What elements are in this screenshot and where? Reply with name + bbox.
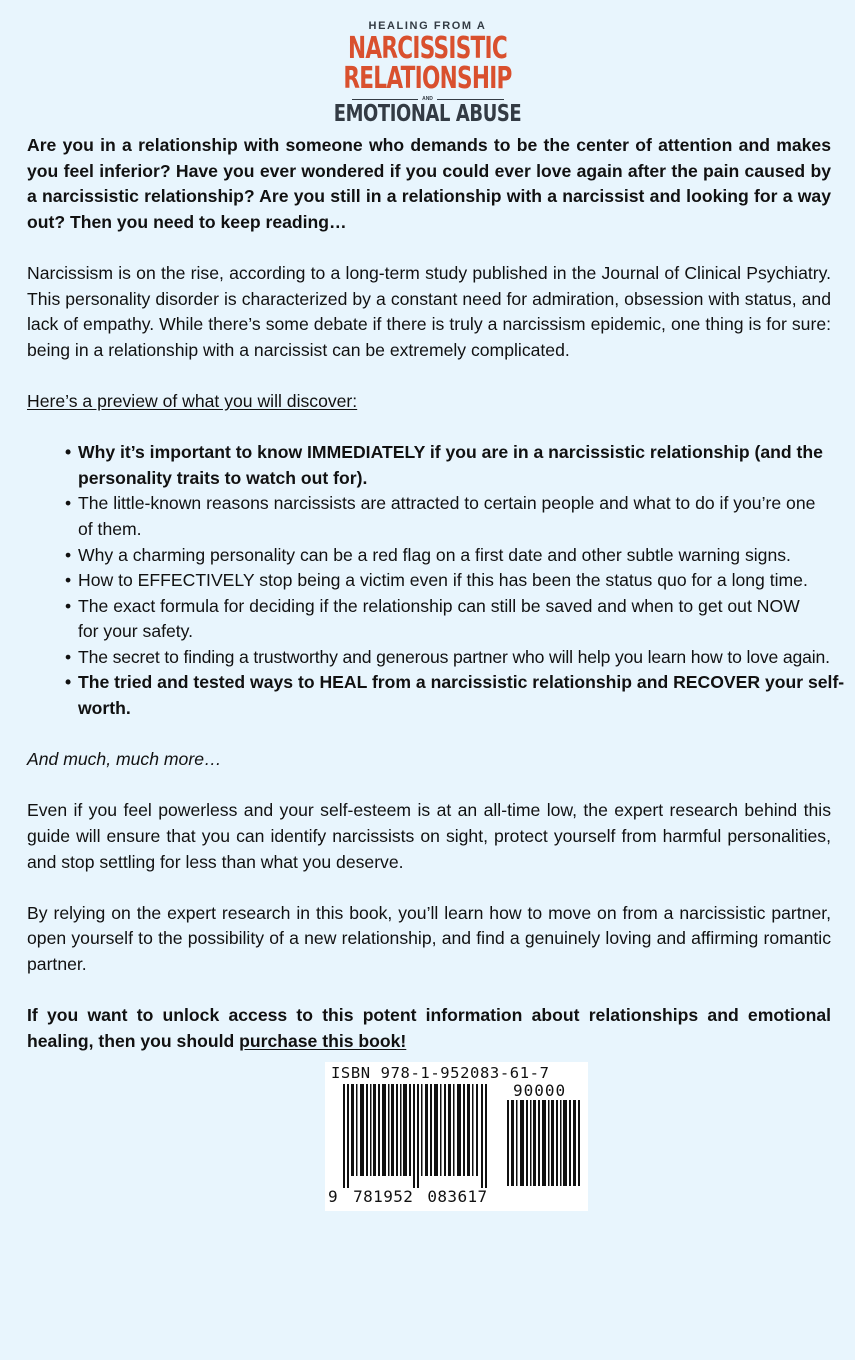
purchase-link[interactable]: purchase this book!	[239, 1030, 407, 1051]
barcode-digits	[328, 1187, 488, 1206]
isbn-barcode	[325, 1062, 588, 1211]
book-logo	[0, 20, 855, 127]
logo-subtitle: HEALING FROM A	[368, 20, 487, 32]
price-code: 90000	[513, 1081, 567, 1100]
narcissism-paragraph: Narcissism is on the rise, according to a long-term study published in the Journal of Clinical Psychiatry. This personality disorder is characterized by a constant need for admiration, obsession with status, and lack of empathy. While there’s some debate if there is truly a narcissism epidemic, one thing is for sure: being in a relationship with a narcissist can be extremely complicated.	[27, 262, 831, 360]
addon-barcode-bars	[507, 1100, 581, 1186]
list-item: • The tried and tested ways to HEAL from a narcissistic relationship and RECOVER your self-worth.	[78, 670, 855, 721]
logo-title-line3: EMOTIONAL ABUSE	[333, 101, 522, 127]
list-item: • Why a charming personality can be a red flag on a first date and other subtle warning signs.	[78, 543, 855, 569]
barcode-lead-digit: 9	[328, 1187, 339, 1206]
barcode-bars	[343, 1084, 493, 1188]
more-text: And much, much more…	[27, 749, 222, 770]
isbn-number: ISBN 978-1-952083-61-7	[331, 1064, 550, 1082]
logo-title-line1: NARCISSISTIC	[347, 31, 508, 66]
divider-line	[437, 99, 504, 100]
list-item: • How to EFFECTIVELY stop being a victim even if this has been the status quo for a long time.	[78, 568, 855, 594]
list-item: • The exact formula for deciding if the relationship can still be saved and when to get out NOW for your safety.	[78, 594, 855, 645]
expert-research-paragraph: By relying on the expert research in this book, you’ll learn how to move on from a narcissistic partner, open yourself to the possibility of a new relationship, and find a genuinely loving and affirming romantic partner.	[27, 902, 831, 974]
list-item: • The secret to finding a trustworthy and generous partner who will help you learn how to love again.	[78, 645, 855, 671]
barcode-group-1: 781952	[353, 1187, 414, 1206]
preview-heading	[27, 389, 831, 415]
intro-paragraph: Are you in a relationship with someone who demands to be the center of attention and makes you feel inferior? Have you ever wondered if you could ever love again after the pain caused by a narcissistic relationship? Are you still in a relationship with a narcissist and looking for a way out? Then you need to keep reading…	[27, 135, 831, 232]
divider-line	[352, 99, 419, 100]
barcode-group-2: 083617	[427, 1187, 488, 1206]
cta-text: If you want to unlock access to this potent information about relationships and emotional healing, then you should	[27, 1005, 831, 1051]
list-item: • Why it’s important to know IMMEDIATELY if you are in a narcissistic relationship (and the personality traits to watch out for).	[78, 440, 855, 491]
discover-list	[27, 440, 855, 722]
logo-title-line2: RELATIONSHIP	[343, 61, 512, 96]
list-item: • The little-known reasons narcissists are attracted to certain people and what to do if you’re one of them.	[78, 491, 855, 542]
book-description	[27, 133, 845, 1054]
call-to-action	[27, 1003, 831, 1054]
logo-and-text: AND	[422, 96, 433, 102]
preview-heading-text: Here’s a preview of what you will discover:	[27, 390, 358, 411]
powerless-paragraph: Even if you feel powerless and your self-esteem is at an all-time low, the expert research behind this guide will ensure that you can identify narcissists on sight, protect yourself from harmful personalities, and stop settling for less than what you deserve.	[27, 800, 831, 872]
